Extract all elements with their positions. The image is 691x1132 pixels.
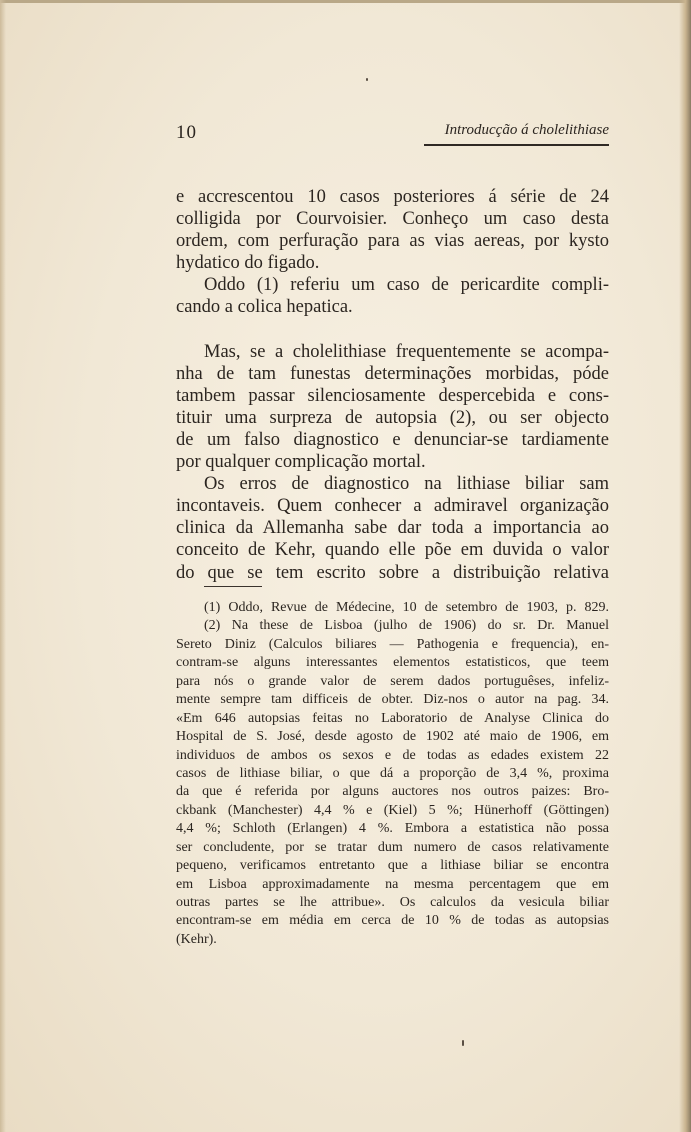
- body-text: [176, 186, 609, 584]
- footnote-line: em Lisboa approximadamente na mesma percentagem que em: [176, 876, 609, 892]
- body-line: colligida por Courvoisier. Conheço um caso desta: [176, 209, 609, 230]
- body-line: cando a colica hepatica.: [176, 297, 353, 318]
- footnotes: [176, 599, 609, 949]
- body-line: ordem, com perfuração para as vias aereas, por kysto: [176, 231, 609, 252]
- footnote-line: para nós o grande valor de serem dados portuguêses, infeliz-: [176, 673, 609, 689]
- header-rule: [424, 144, 609, 146]
- footnote-line: (Kehr).: [176, 931, 217, 947]
- page-header: [176, 122, 609, 152]
- body-line: conceito de Kehr, quando elle põe em duvida o valor: [176, 540, 609, 561]
- footnote-line: Sereto Diniz (Calculos biliares — Pathogenia e frequencia), en-: [176, 636, 609, 652]
- body-line: e accrescentou 10 casos posteriores á série de 24: [176, 187, 609, 207]
- body-line: nha de tam funestas determinações morbidas, póde: [176, 363, 609, 384]
- footnote-line: (1) Oddo, Revue de Médecine, 10 de setembro de 1903, p. 829.: [204, 600, 609, 615]
- footnote-line: individuos de ambos os sexos e de todas as edades existem 22: [176, 747, 609, 763]
- footnote-line: «Em 646 autopsias feitas no Laboratorio de Analyse Clinica do: [176, 710, 609, 726]
- page-number: 10: [176, 122, 197, 143]
- footnote-line: pequeno, verificamos entretanto que a lithiase biliar se encontra: [176, 858, 609, 874]
- body-line: tambem passar silenciosamente despercebida e cons-: [176, 385, 609, 406]
- footnote-line: outras partes se lhe attribue». Os calculos da vesicula biliar: [176, 895, 609, 910]
- footnote-line: encontram-se em média em cerca de 10 % de todas as autopsias: [176, 913, 609, 929]
- footnote-line: (2) Na these de Lisboa (julho de 1906) do sr. Dr. Manuel: [204, 618, 609, 634]
- paragraph-gap: [176, 319, 609, 341]
- paper-speck: [462, 1040, 464, 1046]
- paper-speck: [366, 78, 368, 81]
- running-title: Introducção á cholelithiase: [444, 122, 609, 138]
- footnote-line: ser concludente, por se tratar dum numero de casos relativamente: [176, 839, 609, 855]
- page-right-shadow: [679, 0, 691, 1132]
- page-left-shadow: [0, 0, 6, 1132]
- page-top-edge: [0, 0, 691, 3]
- body-line: de um falso diagnostico e denunciar-se tardiamente: [176, 429, 609, 450]
- footnote-line: mente sempre tam difficeis de obter. Diz-nos o autor na pag. 34.: [176, 692, 609, 708]
- body-line: Mas, se a cholelithiase frequentemente se acompa-: [204, 341, 609, 362]
- body-line: por qualquer complicação mortal.: [176, 452, 426, 473]
- footnote-line: contram-se alguns interessantes elementos estatisticos, que teem: [176, 655, 609, 671]
- body-line: clinica da Allemanha sabe dar toda a importancia ao: [176, 518, 609, 539]
- body-line: tituir uma surpreza de autopsia (2), ou ser objecto: [176, 407, 609, 428]
- footnote-line: Hospital de S. José, desde agosto de 1902 até maio de 1906, em: [176, 729, 609, 745]
- body-line: do que se tem escrito sobre a distribuição relativa: [176, 562, 609, 583]
- body-line: Oddo (1) referiu um caso de pericardite compli-: [204, 275, 609, 296]
- body-line: Os erros de diagnostico na lithiase biliar sam: [204, 474, 609, 495]
- body-line: hydatico do figado.: [176, 253, 320, 274]
- footnote-line: casos de lithiase biliar, o que dá a proporção de 3,4 %, proxima: [176, 765, 609, 781]
- body-line: incontaveis. Quem conhecer a admiravel organização: [176, 496, 609, 517]
- footnote-line: ckbank (Manchester) 4,4 % e (Kiel) 5 %; Hünerhoff (Göttingen): [176, 802, 609, 818]
- footnote-line: da que é referida por alguns auctores nos outros paizes: Bro-: [176, 784, 609, 800]
- footnote-rule: [204, 586, 262, 587]
- footnote-line: 4,4 %; Schloth (Erlangen) 4 %. Embora a estatistica não possa: [176, 821, 609, 837]
